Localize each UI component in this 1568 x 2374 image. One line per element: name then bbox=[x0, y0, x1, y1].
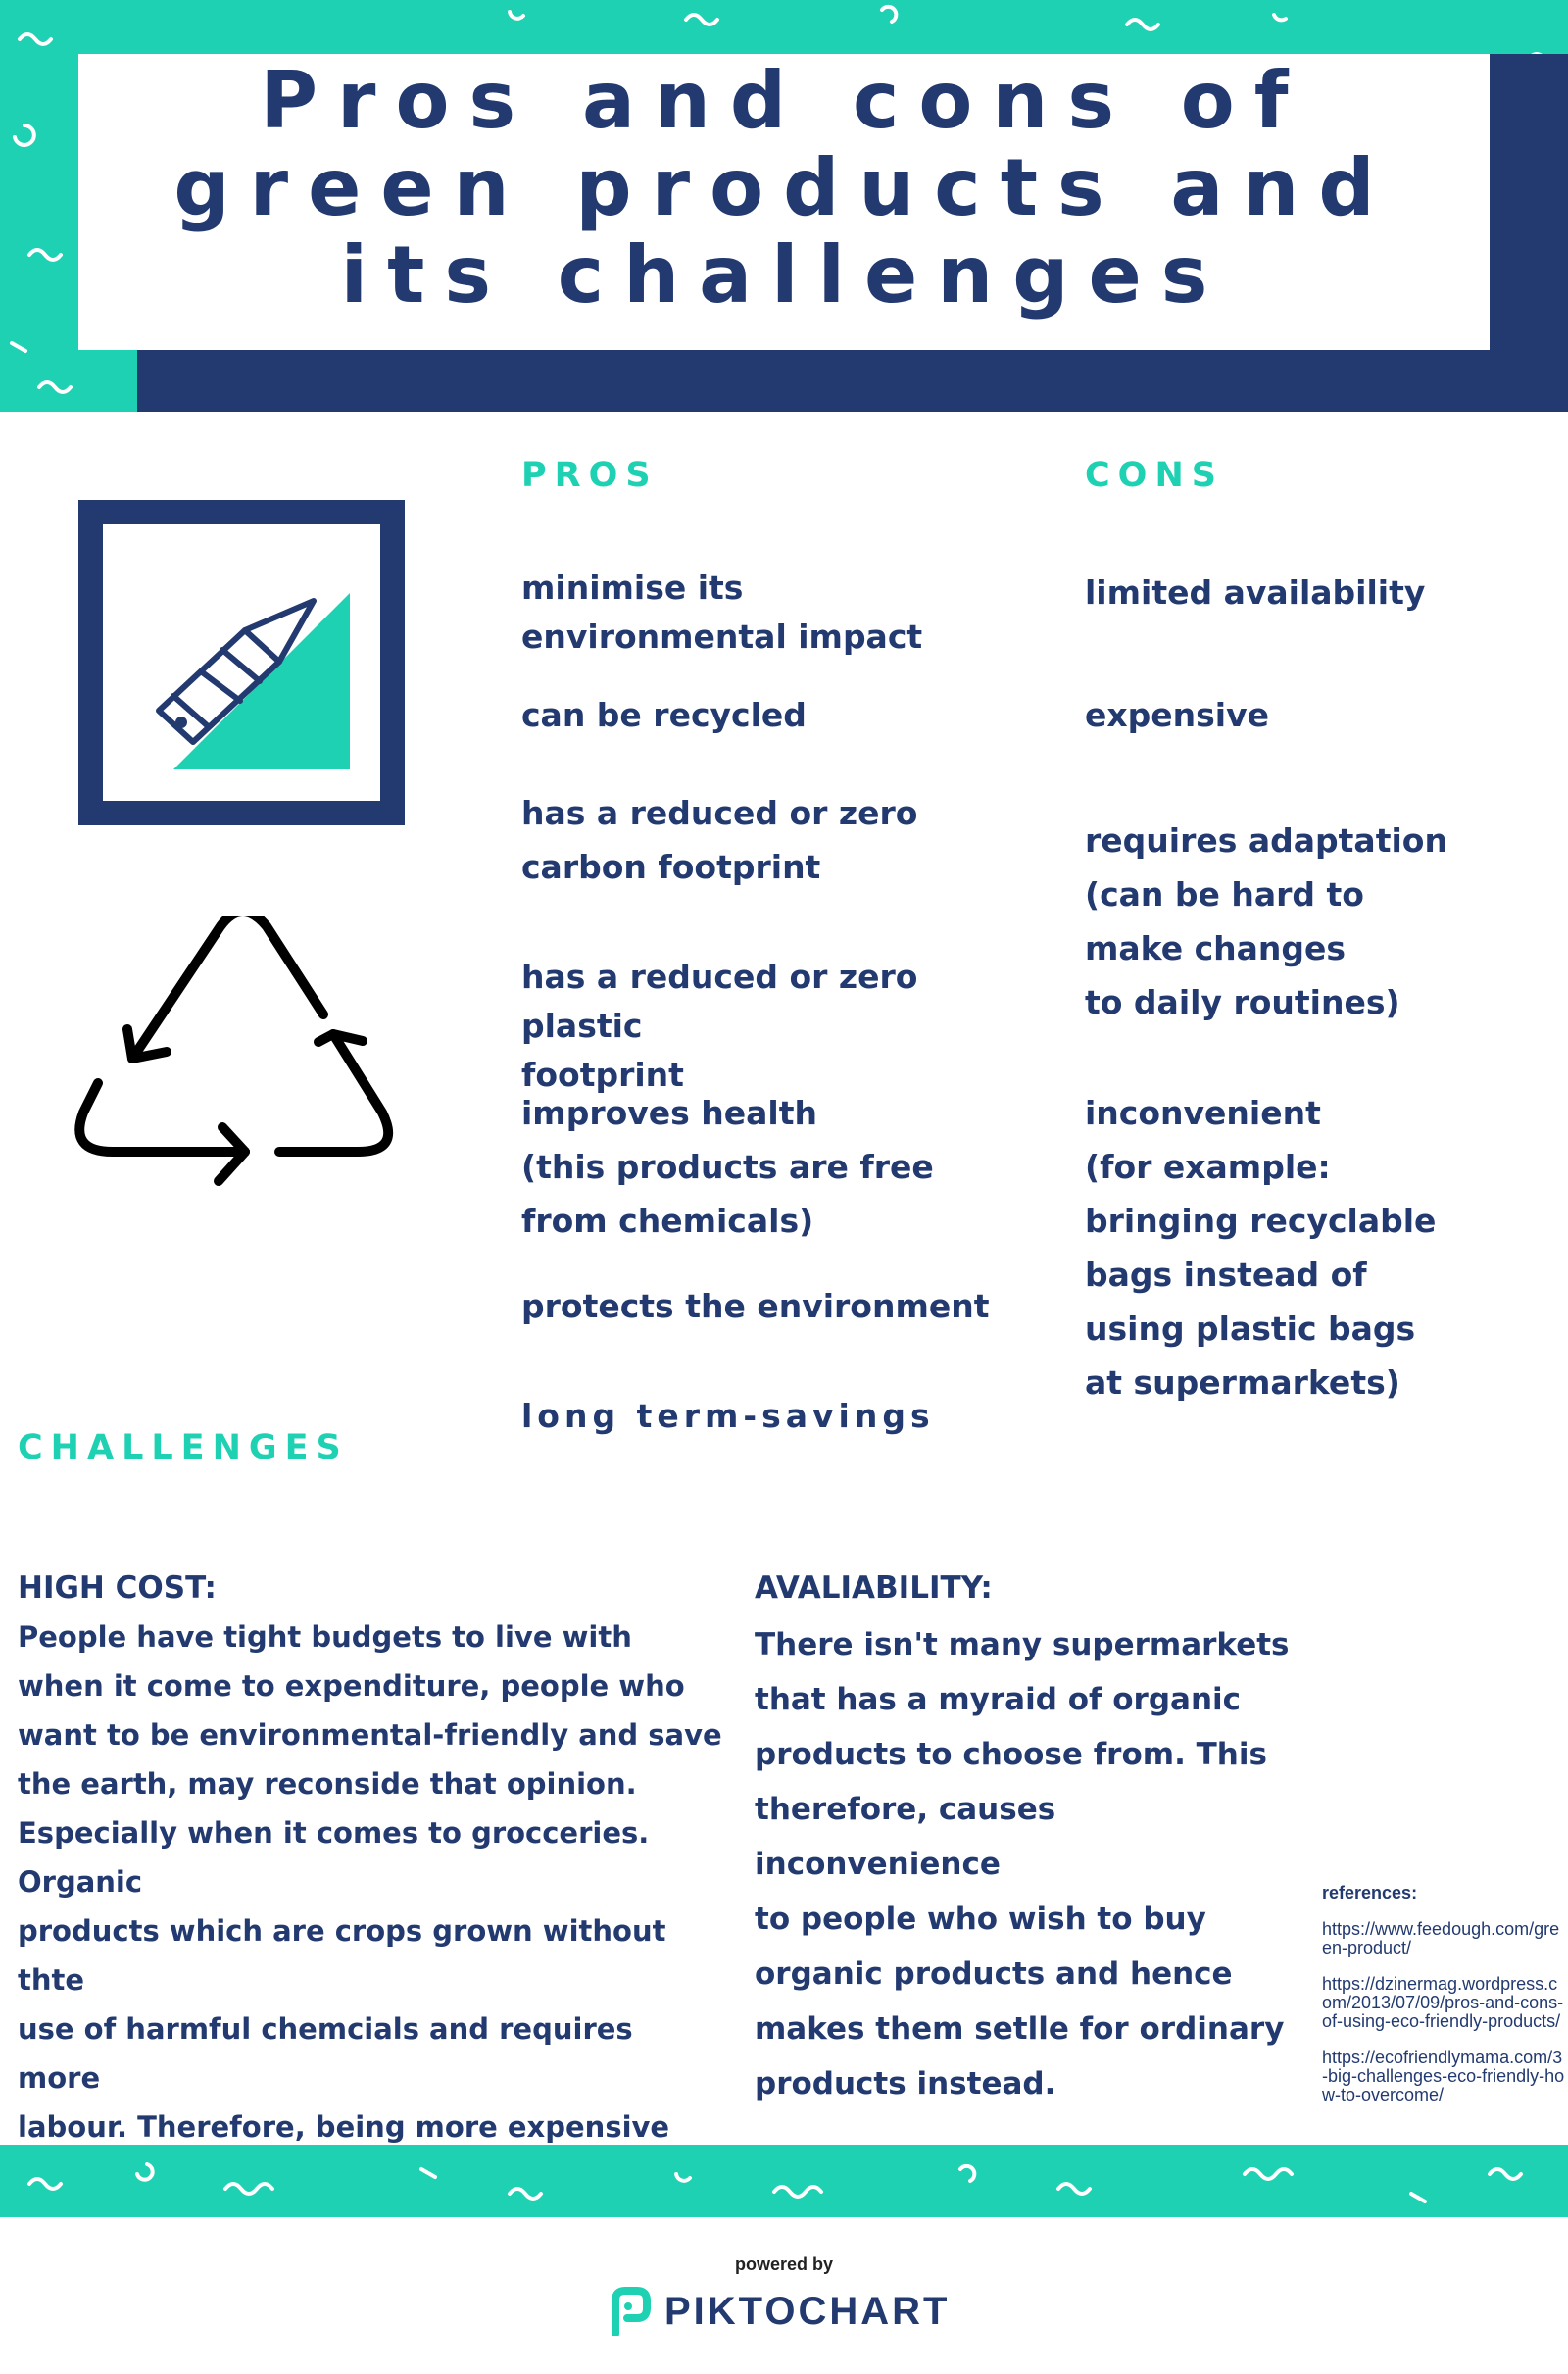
pencil-icon-frame bbox=[78, 500, 405, 825]
reference-link-2[interactable]: https://dzinermag.wordpress.com/2013/07/09/pros-and-cons-of-using-eco-friendly-products/ bbox=[1322, 1974, 1564, 2031]
pros-item-2: can be recycled bbox=[521, 696, 807, 734]
cons-item-4: inconvenient (for example: bringing recyclable bags instead of using plastic bags at supermarkets) bbox=[1085, 1094, 1437, 1402]
cons-item-1: limited availability bbox=[1085, 573, 1426, 612]
pros-item-6: protects the environment bbox=[521, 1287, 990, 1325]
availability-title: AVALIABILITY: bbox=[755, 1570, 993, 1606]
piktochart-brand[interactable] bbox=[608, 2284, 980, 2339]
references-label: references: bbox=[1322, 1883, 1418, 1903]
availability-text: There isn't many supermarkets that has a myraid of organic products to choose from. This therefore, causes inconvenience to people who wish to buy organic products and hence makes them setlle for ordinary products instead. bbox=[755, 1627, 1290, 2102]
pros-heading: PROS bbox=[521, 456, 659, 495]
pros-item-4: has a reduced or zero plastic footprint bbox=[521, 958, 918, 1094]
cons-item-3: requires adaptation (can be hard to make changes to daily routines) bbox=[1085, 821, 1447, 1021]
high-cost-title: HIGH COST: bbox=[18, 1570, 217, 1606]
high-cost-text: People have tight budgets to live with when it come to expenditure, people who want to be environmental-friendly and save the earth, may reconside that opinion. Especially when it comes to grocceries. Organic products which are crops grown without thte use of harmful chemcials and requires more labour. Therefore, being more expensive bbox=[18, 1620, 722, 2144]
piktochart-logo-icon bbox=[608, 2287, 653, 2336]
cons-item-2: expensive bbox=[1085, 696, 1270, 734]
challenges-heading: CHALLENGES bbox=[18, 1428, 349, 1467]
reference-link-3[interactable]: https://ecofriendlymama.com/3-big-challenges-eco-friendly-how-to-overcome/ bbox=[1322, 2048, 1565, 2104]
reference-link-1[interactable]: https://www.feedough.com/green-product/ bbox=[1322, 1919, 1560, 1957]
pros-item-7: long term-savings bbox=[521, 1397, 935, 1435]
pros-item-1: minimise its environmental impact bbox=[521, 569, 923, 656]
references bbox=[1322, 1884, 1567, 2104]
cons-heading: CONS bbox=[1085, 456, 1224, 495]
pencil-icon bbox=[103, 524, 380, 801]
pros-item-5: improves health (this products are free from chemicals) bbox=[521, 1094, 934, 1240]
squiggle-pattern-bottom bbox=[0, 2145, 1568, 2217]
footer-band bbox=[0, 2145, 1568, 2217]
pros-item-3: has a reduced or zero carbon footprint bbox=[521, 794, 918, 886]
powered-by-label: powered by bbox=[734, 2254, 834, 2274]
brand-name: PIKTOCHART bbox=[664, 2289, 951, 2333]
page-title: Pros and cons of green products and its challenges bbox=[173, 55, 1395, 321]
recycle-icon bbox=[74, 916, 407, 1250]
